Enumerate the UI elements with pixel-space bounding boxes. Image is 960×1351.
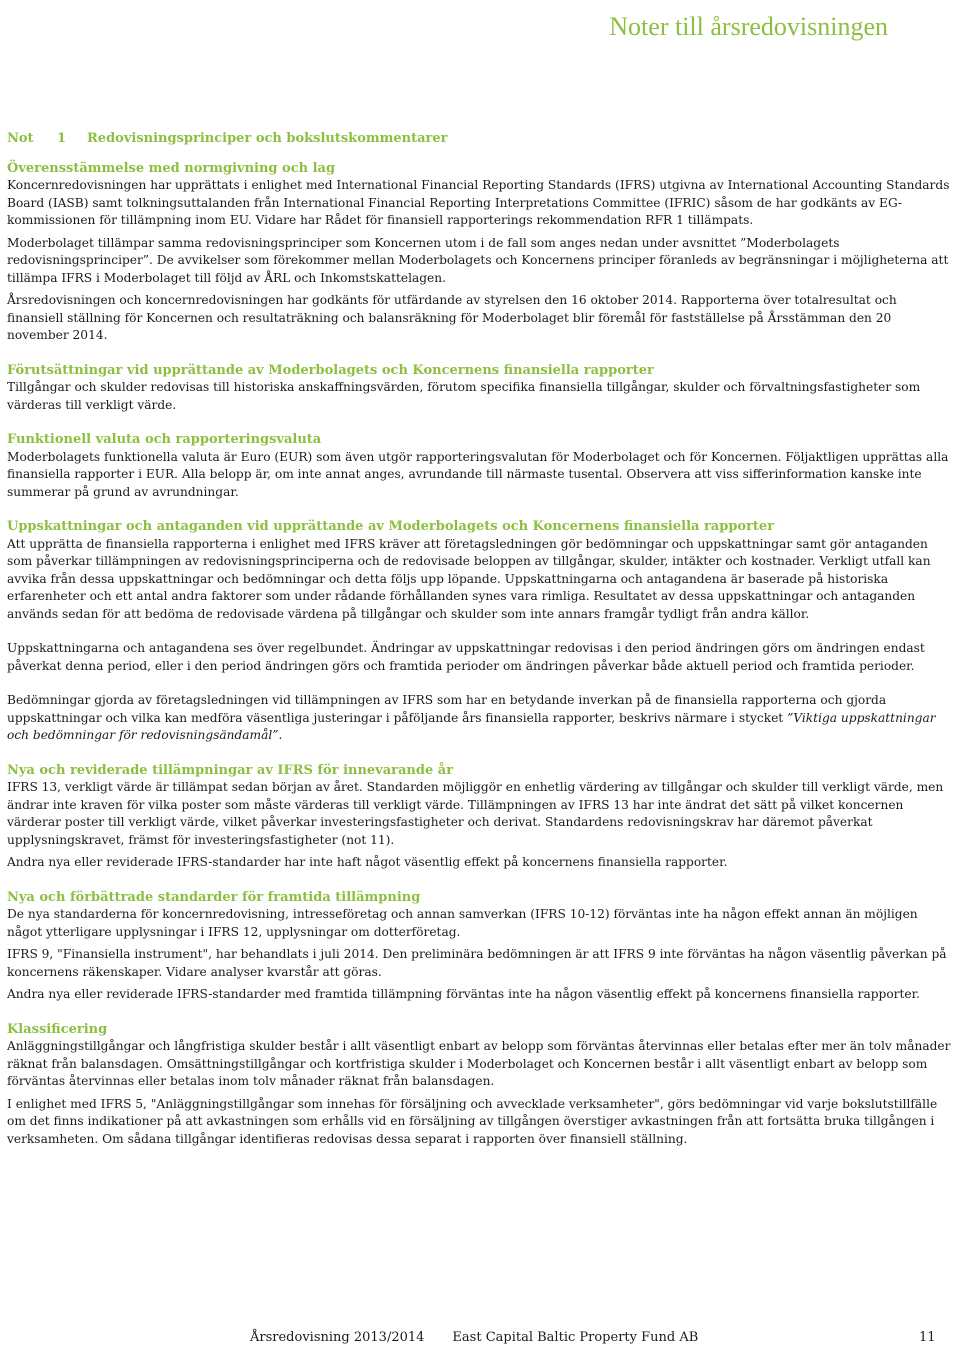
note-label: Not [7,131,34,146]
paragraph: De nya standarderna för koncernredovisning, intresseföretag och annan samverkan (IFRS 10-12) förväntas inte ha någon effekt annan än möjligen något ytterligare upplysningar i IFRS 12, upplysningar om dotterföretag. [7,907,918,939]
emphasis-reference: ”Viktiga uppskattningar och bedömningar för redovisningsändamål” [7,710,936,742]
paragraph-text: Bedömningar gjorda av företagsledningen vid tillämpningen av IFRS som har en betydande inverkan på de finansiella rapporterna och gjorda uppskattningar och vilka kan medföra väsentliga justeringar i påföljande års finansiella rapporter, beskrivs närmare i stycket [7,693,887,725]
section-preparation-basis [7,362,953,415]
paragraph: IFRS 13, verkligt värde är tillämpat sedan början av året. Standarden möjliggör en enhetlig värdering av tillgångar och skulder till verkligt värde, men ändrar inte kraven för vilka poster som måste värderas till verkligt värde. Tillämpningen av IFRS 13 har inte ändrat det sätt på vilket koncernen värderar poster till verkligt värde, vilket påverkar investeringsfastigheter och derivat. Standardens redovisningskrav har däremot påverkat upplysningskravet, främst för investeringsfastigheter (not 11). [7,780,944,847]
paragraph: Koncernredovisningen har upprättats i enlighet med International Financial Reporting Standards (IFRS) utgivna av International Accounting Standards Board (IASB) samt tolkningsuttalanden från International Financial Reporting Interpretations Committee (IFRIC) såsom de har godkänts av EG-kommissionen för tillämpning inom EU. Vidare har Rådet för finansiell rapporterings rekommendation RFR 1 tillämpats. [7,178,950,227]
section-functional-currency [7,431,953,501]
paragraph: Tillgångar och skulder redovisas till historiska anskaffningsvärden, förutom specifika finansiella tillgångar, skulder och förvaltningsfastigheter som värderas till verkligt värde. [7,380,921,412]
note-number: 1 [57,131,67,146]
paragraph: I enlighet med IFRS 5, "Anläggningstillgångar som innehas för försäljning och avvecklade verksamheter", görs bedömningar vid varje bokslutstillfälle om det finns indikationer på att avkastningen som erhålls vid en försäljning av tillgången överstiger avkastningen från att fortsätta bruka tillgången i verksamheten. Om sådana tillgångar identifieras redovisas dessa separat i rapporten över finansiell ställning. [7,1096,938,1146]
note-title: Redovisningsprinciper och bokslutskommentarer [87,131,448,146]
paragraph: Årsredovisningen och koncernredovisningen har godkänts för utfärdande av styrelsen den 16 oktober 2014. Rapporterna över totalresultat och finansiell ställning för Koncernen och resultaträkning och balansräkning för Moderbolaget blir föremål för fastställelse på Årsstämman den 20 november 2014. [7,293,897,342]
paragraph: IFRS 9, "Finansiella instrument", har behandlats i juli 2014. Den preliminära bedömningen är att IFRS 9 inte förväntas ha någon väsentlig påverkan på koncernens räkenskaper. Vidare analyser kvarstår att göras. [7,947,947,979]
section-heading: Uppskattningar och antaganden vid upprättande av Moderbolagets och Koncernens finansiella rapporter [7,519,775,534]
section-classification [7,1021,953,1149]
section-compliance [7,160,953,345]
section-heading: Förutsättningar vid upprättande av Moderbolagets och Koncernens finansiella rapporter [7,362,654,378]
section-future-standards [7,889,953,1004]
section-heading: Nya och förbättrade standarder för framtida tillämpning [7,889,421,905]
page-title: Noter till årsredovisningen [609,12,888,41]
document-body [7,130,953,1165]
note-header [7,130,953,148]
footer-report-name: Årsredovisning 2013/2014 [250,1330,425,1345]
paragraph: Uppskattningarna och antagandena ses över regelbundet. Ändringar av uppskattningar redovisas i den period ändringen görs om ändringen endast påverkat denna period, eller i den period ändringen görs och framtida perioder om ändringen påverkar både aktuell period och framtida perioder. [7,641,925,673]
paragraph: Moderbolaget tillämpar samma redovisningsprinciper som Koncernen utom i de fall som anges nedan under avsnittet ”Moderbolagets redovisningsprinciper”. De avvikelser som förekommer mellan Moderbolagets och Koncernens principer föranleds av begränsningar i möjligheterna att tillämpa IFRS i Moderbolaget till följd av ÅRL och Inkomstskattelagen. [7,235,949,285]
paragraph-text: . [278,728,283,742]
footer-company: East Capital Baltic Property Fund AB [452,1330,699,1345]
section-heading: Funktionell valuta och rapporteringsvaluta [7,432,322,447]
section-new-ifrs [7,762,953,872]
paragraph: Moderbolagets funktionella valuta är Euro (EUR) som även utgör rapporteringsvalutan för Moderbolaget och för Koncernen. Följaktligen upprättas alla finansiella rapporter i EUR. Alla belopp är, om inte annat anges, avrundande till närmaste tusental. Observera att viss sifferinformation kanske inte summerar på grund av avrundningar. [7,449,949,499]
section-heading: Klassificering [7,1021,108,1037]
section-estimates [7,518,953,745]
paragraph: Anläggningstillgångar och långfristiga skulder består i allt väsentligt enbart av belopp som förväntas återvinnas eller betalas efter mer än tolv månader räknat från balansdagen. Omsättningstillgångar och kortfristiga skulder i Moderbolaget och Koncernen består i allt väsentligt enbart av belopp som förväntas återvinnas eller betalas inom tolv månader räknat från balansdagen. [7,1039,951,1088]
paragraph: Att upprätta de finansiella rapporterna i enlighet med IFRS kräver att företagsledningen gör bedömningar och uppskattningar samt gör antaganden som påverkar tillämpningen av redovisningsprinciperna och de redovisade beloppen av tillgångar, skulder, intäkter och kostnader. Verkligt utfall kan avvika från dessa uppskattningar och bedömningar och detta följs upp löpande. Uppskattningarna och antagandena är baserade på historiska erfarenheter och ett antal andra faktorer som under rådande förhållanden synes vara rimliga. Resultatet av dessa uppskattningar och antaganden används sedan för att bedöma de redovisade värdena på tillgångar och skulder som inte annars framgår tydligt från andra källor. [7,536,931,621]
section-heading: Nya och reviderade tillämpningar av IFRS för innevarande år [7,762,454,778]
paragraph [7,692,953,745]
footer-text [250,1330,698,1345]
page-number: 11 [919,1330,936,1345]
section-heading: Överensstämmelse med normgivning och lag [7,160,336,176]
paragraph: Andra nya eller reviderade IFRS-standarder med framtida tillämpning förväntas inte ha någon väsentlig effekt på koncernens finansiella rapporter. [7,987,920,1001]
paragraph: Andra nya eller reviderade IFRS-standarder har inte haft något väsentlig effekt på koncernens finansiella rapporter. [7,855,728,869]
